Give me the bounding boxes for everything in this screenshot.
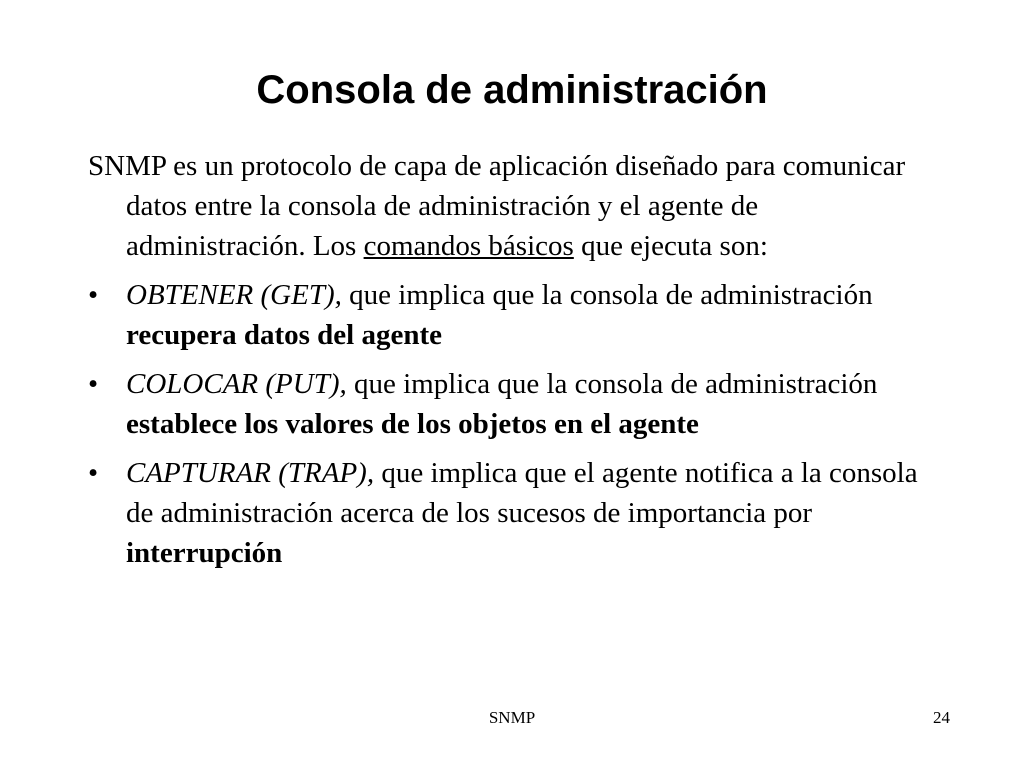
bullet-text: que implica que el agente notifica a la consola de administración acerca de los sucesos de importancia por <box>126 457 918 529</box>
bullet-item-put <box>88 364 928 444</box>
bullet-command: COLOCAR (PUT), <box>126 368 347 400</box>
bullet-emphasis: recupera datos del agente <box>126 319 442 351</box>
bullet-command: OBTENER (GET), <box>126 279 342 311</box>
intro-text: SNMP es un protocolo de capa de aplicación diseñado para comunicar datos entre la consola de administración y el agente de administración. Los <box>88 150 906 262</box>
footer-label: SNMP <box>488 708 536 727</box>
bullet-marker: • <box>88 368 99 400</box>
intro-text-end: que ejecuta son: <box>573 230 768 262</box>
slide-title: Consola de administración <box>256 68 768 112</box>
bullet-command: CAPTURAR (TRAP), <box>126 457 375 489</box>
bullet-emphasis: interrupción <box>126 537 283 569</box>
intro-underlined-text: comandos básicos <box>363 230 574 262</box>
intro-paragraph <box>88 146 928 266</box>
bullet-marker: • <box>88 457 99 489</box>
bullet-item-get <box>88 275 928 355</box>
bullet-text: que implica que la consola de administración <box>341 279 873 311</box>
page-number: 24 <box>933 708 950 727</box>
bullet-emphasis: establece los valores de los objetos en el agente <box>126 408 699 440</box>
bullet-item-trap <box>88 453 928 573</box>
slide-body <box>88 146 928 582</box>
bullet-text: que implica que la consola de administración <box>346 368 878 400</box>
bullet-marker: • <box>88 279 99 311</box>
